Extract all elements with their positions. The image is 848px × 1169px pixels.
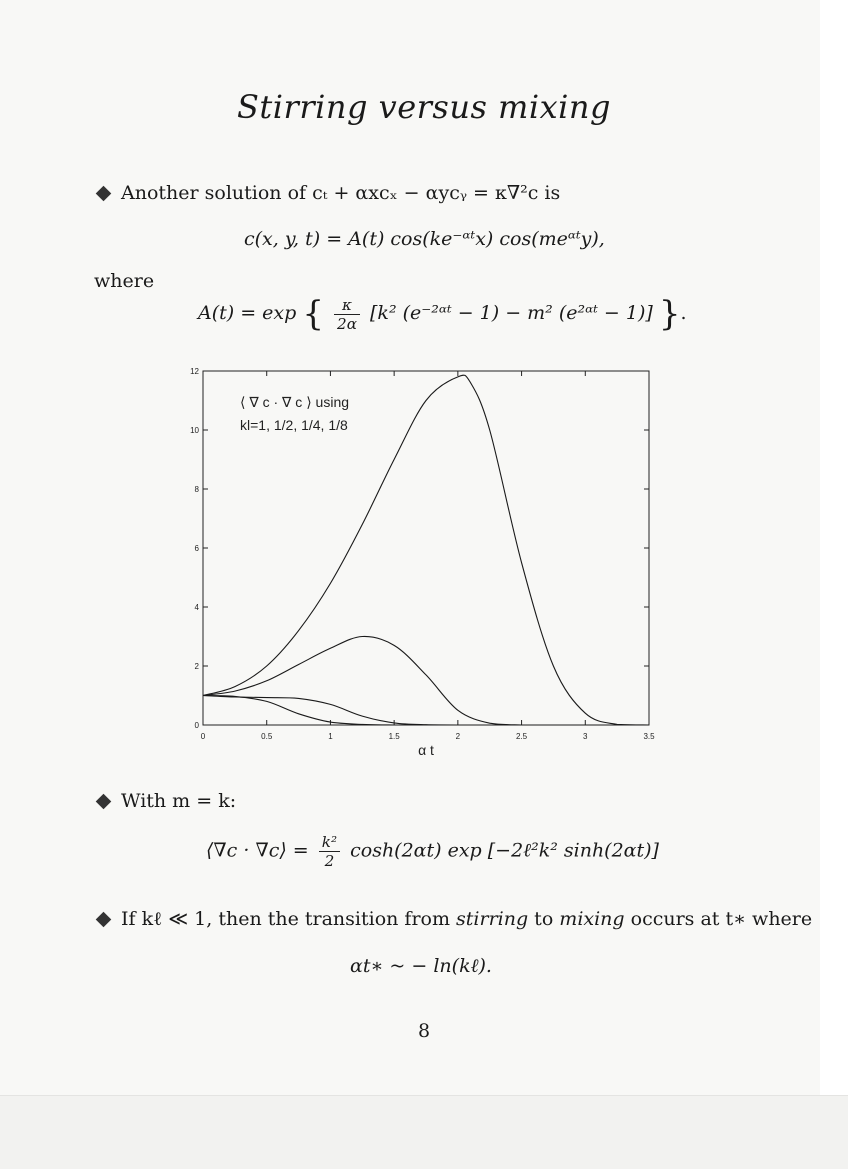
y-tick-label: 0 bbox=[194, 721, 199, 730]
gradient-frac-num: k² bbox=[319, 833, 340, 852]
gradient-equation bbox=[206, 833, 659, 870]
x-tick-label: 2.5 bbox=[516, 732, 528, 741]
annotation-line-1: ⟨ ∇ c · ∇ c ⟩ using bbox=[240, 394, 350, 410]
stirring-word: stirring bbox=[456, 908, 529, 930]
bullet-3-prefix: If kℓ ≪ 1, then the transition from bbox=[121, 908, 457, 930]
gradient-lhs: ⟨∇c · ∇c⟩ = bbox=[206, 839, 309, 862]
y-tick-label: 2 bbox=[194, 662, 199, 671]
x-tick-label: 2 bbox=[455, 732, 461, 741]
x-tick-label: 1.5 bbox=[388, 732, 400, 741]
y-tick-label: 10 bbox=[190, 426, 199, 435]
bullet-2 bbox=[94, 790, 236, 812]
y-tick-label: 12 bbox=[190, 367, 199, 376]
y-tick-label: 6 bbox=[194, 544, 199, 553]
diamond-bullet-icon bbox=[96, 911, 112, 927]
amplitude-equation: A(t) = exp { $\frac{\kappa}{2\alpha}$ [k² (e⁻²ᵅᵗ − 1) − m² (e²ᵅᵗ − 1)] }. bbox=[198, 294, 687, 334]
annotation-line-2: kl=1, 1/2, 1/4, 1/8 bbox=[240, 417, 348, 433]
amplitude-frac-num: κ bbox=[334, 296, 360, 315]
bullet-3-middle: to bbox=[528, 908, 560, 930]
x-tick-label: 1 bbox=[328, 732, 333, 741]
x-tick-label: 3.5 bbox=[643, 732, 655, 741]
amplitude-lhs: A(t) = exp bbox=[198, 302, 297, 324]
diamond-bullet-icon bbox=[96, 793, 112, 809]
x-tick-label: 0 bbox=[200, 732, 206, 741]
page-number: 8 bbox=[417, 1020, 431, 1042]
amplitude-bracket: [k² (e⁻²ᵅᵗ − 1) − m² (e²ᵅᵗ − 1)] bbox=[370, 302, 653, 324]
line-chart bbox=[0, 360, 848, 780]
amplitude-frac-den: 2α bbox=[337, 314, 357, 333]
gradient-fraction bbox=[319, 833, 340, 870]
gradient-rhs: cosh(2αt) exp [−2ℓ²k² sinh(2αt)] bbox=[350, 839, 659, 862]
mixing-word: mixing bbox=[559, 908, 625, 930]
bullet-1 bbox=[94, 182, 560, 204]
x-axis-label: α t bbox=[418, 742, 434, 758]
series-line-3 bbox=[203, 636, 649, 725]
where-label: where bbox=[94, 270, 155, 292]
gradient-frac-den: 2 bbox=[324, 852, 335, 870]
diamond-bullet-icon bbox=[96, 185, 112, 201]
transition-equation: αt∗ ~ − ln(kℓ). bbox=[350, 955, 492, 977]
page-title: Stirring versus mixing bbox=[237, 88, 611, 126]
bullet-2-text: With m = k: bbox=[121, 790, 237, 812]
bullet-1-text: Another solution of cₜ + αxcₓ − αycᵧ = κ∇²c is bbox=[121, 182, 561, 204]
bullet-3 bbox=[94, 908, 812, 931]
x-tick-label: 0.5 bbox=[261, 732, 273, 741]
y-tick-label: 4 bbox=[194, 603, 199, 612]
y-tick-label: 8 bbox=[194, 485, 199, 494]
x-tick-label: 3 bbox=[583, 732, 588, 741]
amplitude-fraction bbox=[334, 296, 360, 333]
bullet-3-suffix: occurs at t∗ where bbox=[624, 908, 813, 930]
solution-equation: c(x, y, t) = A(t) cos(ke⁻ᵅᵗx) cos(meᵅᵗy), bbox=[244, 228, 605, 250]
